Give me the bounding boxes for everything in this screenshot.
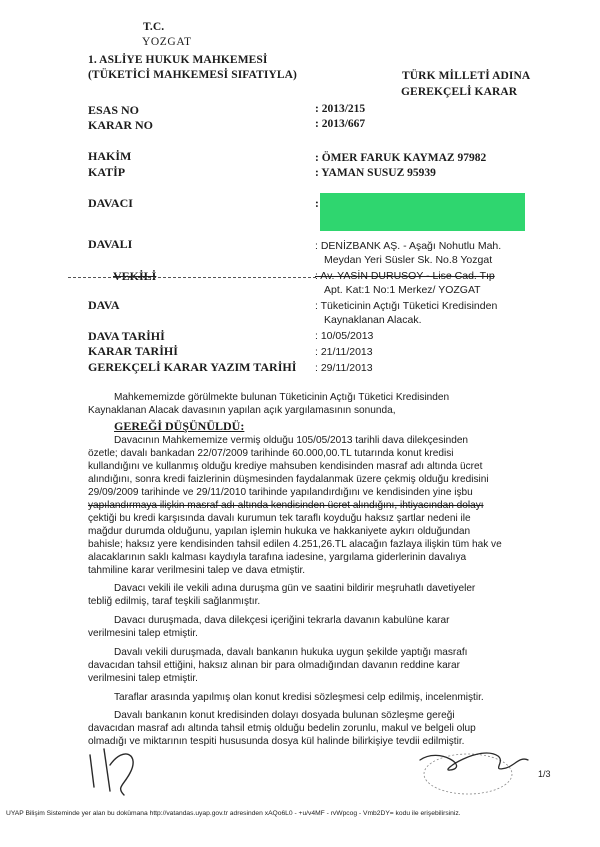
davali-line2: Meydan Yeri Süsler Sk. No.8 Yozgat [324, 254, 493, 266]
footer-uyap-notice: UYAP Bilişim Sisteminde yer alan bu dokümana http://vatandas.uyap.gov.tr adresinden xAQo6L0 - +u/v4MF - rvWpcog - Vmb2DY= kodu ile erişebilirsiniz. [6, 810, 461, 817]
intro-line-1: Mahkememizde görülmekte bulunan Tüketicinin Açtığı Tüketici Kredisinden [114, 392, 450, 403]
p3-line-2: verilmesini talep etmiştir. [88, 628, 198, 639]
vekili-line2: Apt. Kat:1 No:1 Merkez/ YOZGAT [324, 284, 481, 296]
karar-value: : 2013/667 [315, 118, 366, 130]
judge-signature [80, 735, 160, 805]
davali-line1: : DENİZBANK AŞ. - Aşağı Nohutlu Mah. [315, 240, 502, 252]
p1-line-10: alacaklarının saklı kalması kaydıyla tarafına iadesine, yargılama giderlerinin davalıya [88, 552, 467, 563]
p1-line-6: yapılandırmaya ilişkin masraf adı altında kendisinden ücret alındığını, ihtiyacından dolayı [88, 500, 484, 511]
p6-line-1: Davalı bankanın konut kredisinden dolayı dosyada bulunan sözleşme gereği [114, 710, 455, 721]
karar-label: KARAR NO [88, 118, 153, 132]
redacted-plaintiff-name [320, 193, 525, 231]
p4-line-2: davacıdan tahsil ettiğini, haksız alınan bir para olmadığından davanın reddine karar [88, 660, 461, 671]
p1-line-8: mağdur durumda olduğunu, yapılan işlemin hukuka ve hakkaniyete aykırı olduğundan [88, 526, 471, 537]
esas-label: ESAS NO [88, 103, 140, 117]
clerk-signature-stamp [410, 738, 540, 798]
p1-line-9: bahisle; haksız yere kendisinden tahsil edilen 4.251,26.TL alacağın fazlaya ilişkin tüm hak ve [88, 539, 502, 550]
vekili-line1: : Av. YASİN DURUSOY - Lise Cad. Tıp [315, 270, 495, 282]
p1-line-4: alındığını, sonra kredi faizlerinin düşmesinden faydalanmak üzere çekmiş olduğu kredisini [88, 474, 489, 485]
p1-line-5: 29/09/2009 tarihinde ve 29/11/2010 tarihinde yapılandırdığını ve kendisinden yine işbu [88, 487, 473, 498]
section-title: GEREĞİ DÜŞÜNÜLDÜ: [114, 419, 245, 433]
p2-line-2: tebliğ edilmiş, taraf teşkili sağlanmıştır. [88, 596, 261, 607]
davaci-value: : [315, 198, 319, 210]
vekili-label: VEKİLİ [113, 269, 157, 283]
header-city: YOZGAT [142, 36, 192, 48]
header-nation: TÜRK MİLLETİ ADINA [402, 70, 531, 82]
hakim-value: : ÖMER FARUK KAYMAZ 97982 [315, 152, 487, 164]
p6-line-2: davacıdan masraf adı altında tahsil etmiş olduğu bedelin zorunlu, makul ve belgeli olup [88, 723, 476, 734]
p1-line-7: çektiği bu kredi karşısında davalı kurumun tek taraflı koyduğu haksız şartlar nedeni ile [88, 513, 471, 524]
p1-line-1: Davacının Mahkememize vermiş olduğu 105/05/2013 tarihli dava dilekçesinden [114, 435, 469, 446]
page-number: 1/3 [538, 769, 551, 779]
header-court: 1. ASLİYE HUKUK MAHKEMESİ [88, 54, 268, 66]
dava-tarihi-value: : 10/05/2013 [315, 330, 374, 342]
p2-line-1: Davacı vekili ile vekili adına duruşma gün ve saatini bildirir meşruhatlı davetiyeler [114, 583, 476, 594]
p1-line-11: tahmiline karar verilmesini talep ve dava etmiştir. [88, 565, 306, 576]
p6-line-3: olmadığı ve miktarının tespiti hususunda dosya kül halinde bilirkişiye tevdii edilmiştir. [88, 736, 465, 747]
esas-value: : 2013/215 [315, 103, 366, 115]
dava-tarihi-label: DAVA TARİHİ [88, 329, 165, 343]
dava-line2: Kaynaklanan Alacak. [324, 314, 422, 326]
karar-tarihi-value: : 21/11/2013 [315, 346, 373, 358]
header-court-role: (TÜKETİCİ MAHKEMESİ SIFATIYLA) [88, 69, 297, 81]
p4-line-3: verilmesini talep etmiştir. [88, 673, 198, 684]
dava-line1: : Tüketicinin Açtığı Tüketici Kredisinden [315, 300, 498, 312]
hakim-label: HAKİM [88, 149, 132, 163]
davaci-label: DAVACI [88, 196, 133, 210]
intro-line-2: Kaynaklanan Alacak davasının yapılan açık yargılamasının sonunda, [88, 405, 396, 416]
yazim-tarihi-value: : 29/11/2013 [315, 362, 373, 374]
katip-label: KATİP [88, 165, 126, 179]
header-decision-type: GEREKÇELİ KARAR [401, 86, 518, 98]
p5-line-1: Taraflar arasında yapılmış olan konut kredisi sözleşmesi celp edilmiş, incelenmiştir. [114, 692, 484, 703]
katip-value: : YAMAN SUSUZ 95939 [315, 167, 436, 179]
header-tc: T.C. [143, 21, 165, 33]
yazim-tarihi-label: GEREKÇELİ KARAR YAZIM TARİHİ [88, 360, 297, 374]
p1-line-3: kullandığını ve kullanmış olduğu krediye mahsuben kendisinden masraf adı altında ücret [88, 461, 483, 472]
p3-line-1: Davacı duruşmada, dava dilekçesi içeriğini tekrarla davanın kabulüne karar [114, 615, 450, 626]
karar-tarihi-label: KARAR TARİHİ [88, 344, 178, 358]
strike-line-left [68, 277, 316, 278]
davali-label: DAVALI [88, 237, 133, 251]
p4-line-1: Davalı vekili duruşmada, davalı bankanın hukuka uygun şekilde yaptığı masrafı [114, 647, 468, 658]
dava-label: DAVA [88, 298, 120, 312]
p1-line-2: özetle; davalı bankadan 22/07/2009 tarihinde 60.000,00.TL tutarında konut kredisi [88, 448, 454, 459]
